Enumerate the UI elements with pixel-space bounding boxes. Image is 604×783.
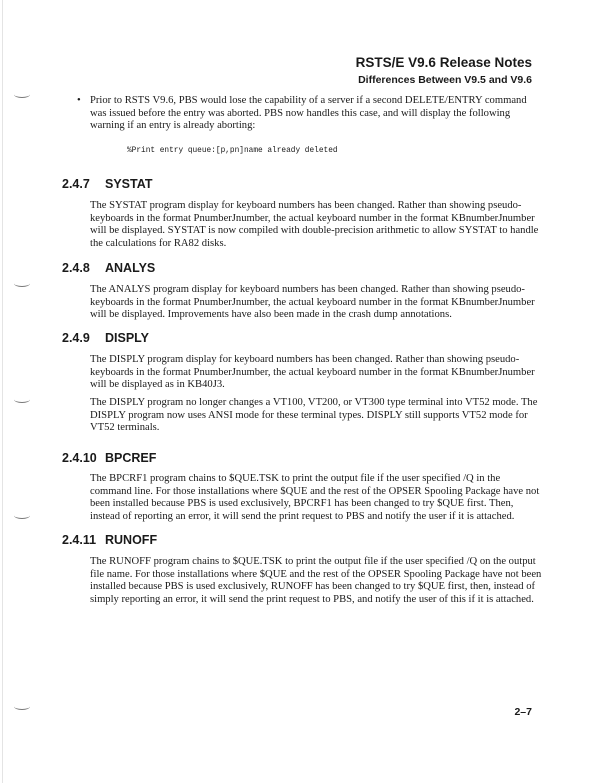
section-heading (62, 177, 152, 191)
code-sample: %Print entry queue:[p,pn]name already deleted (127, 147, 338, 155)
section-paragraph: The DISPLY program no longer changes a VT100, VT200, or VT300 type terminal into VT52 mode. The DISPLY program now uses ANSI mode for these terminal types. DISPLY still supports VT52 mode for VT52 terminals. (90, 397, 538, 434)
scan-margin-mark (14, 280, 30, 287)
section-number: 2.4.7 (62, 177, 90, 191)
section-heading (62, 451, 156, 465)
section-title: SYSTAT (105, 177, 153, 191)
bullet-marker: • (77, 95, 81, 106)
bullet-text: Prior to RSTS V9.6, PBS would lose the capability of a server if a second DELETE/ENTRY command was issued before the entry was aborted. PBS now handles this case, and will display the following warning if an entry is already aborting: (90, 95, 527, 132)
section-number: 2.4.10 (62, 451, 97, 465)
running-header-title: RSTS/E V9.6 Release Notes (355, 55, 532, 70)
bullet-item (77, 95, 542, 133)
section-heading (62, 261, 155, 275)
section-paragraph: The DISPLY program display for keyboard numbers has been changed. Rather than showing pseudo-keyboards in the format PnumberJnumber, the actual keyboard number in the format KBnumberJnumber will be displayed as in KB40J3. (90, 354, 535, 391)
section-number: 2.4.9 (62, 331, 90, 345)
section-heading (62, 533, 157, 547)
section-heading (62, 331, 149, 345)
section-paragraph: The ANALYS program display for keyboard numbers has been changed. Rather than showing pseudo-keyboards in the format PnumberJnumber, the actual keyboard number in the format KBnumberJnumber will be displayed. Improvements have also been made in the crash dump annotations. (90, 284, 535, 321)
scan-margin-mark (14, 91, 30, 98)
section-title: ANALYS (105, 261, 156, 275)
page-number: 2–7 (514, 706, 532, 718)
section-paragraph: The BPCRF1 program chains to $QUE.TSK to print the output file if the user specified /Q in the command line. For those installations where $QUE and the rest of the OPSER Spooling Package have not been installed because PBS is used exclusively, BPCRF1 has been changed to try $QUE first. Then, instead of reporting an error, it will send the print request to PBS and notify the user if it is attached. (90, 473, 540, 522)
scan-margin-mark (14, 512, 30, 519)
section-title: RUNOFF (105, 533, 158, 547)
section-paragraph: The SYSTAT program display for keyboard numbers has been changed. Rather than showing pseudo-keyboards in the format PnumberJnumber, the actual keyboard number in the format KBnumberJnumber will be displayed. SYSTAT is now compiled with double-precision arithmetic to allow SYSTAT to handle the calculations for RA82 disks. (90, 200, 539, 249)
running-header-subtitle: Differences Between V9.5 and V9.6 (358, 74, 532, 86)
section-number: 2.4.8 (62, 261, 90, 275)
section-number: 2.4.11 (62, 533, 97, 547)
scan-edge-line (2, 0, 3, 783)
section-title: DISPLY (105, 331, 150, 345)
section-paragraph: The RUNOFF program chains to $QUE.TSK to print the output file if the user specified /Q on the output file name. For those installations where $QUE and the rest of the OPSER Spooling Package have not been installed because PBS is used exclusively, RUNOFF has been changed to try $QUE first, then, instead of simply reporting an error, it will send the print request to PBS, and notify the user of this if it is attached. (90, 556, 542, 605)
section-title: BPCREF (105, 451, 157, 465)
scan-margin-mark (14, 396, 30, 403)
scan-margin-mark (14, 703, 30, 710)
